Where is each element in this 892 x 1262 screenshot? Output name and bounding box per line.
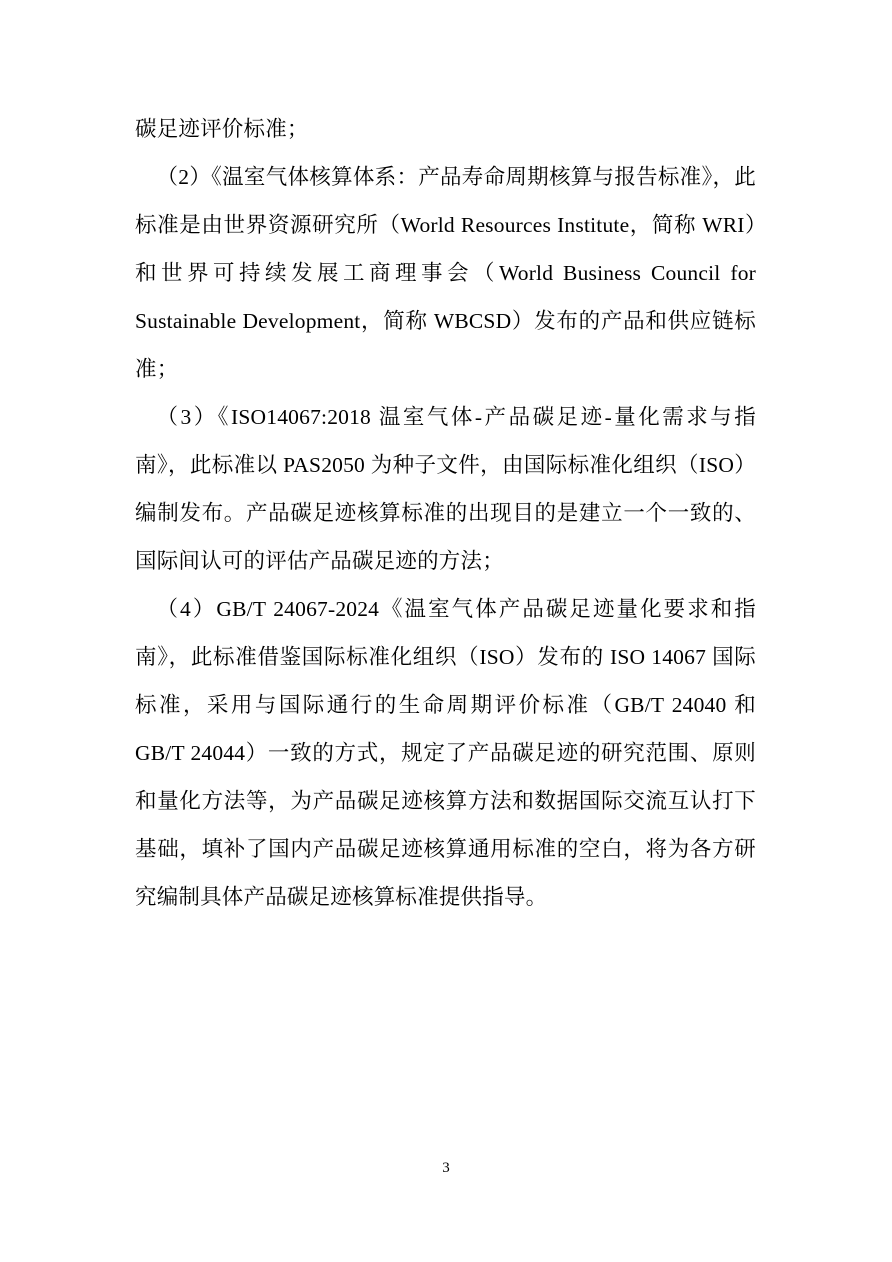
paragraph-item-4: （4）GB/T 24067-2024《温室气体产品碳足迹量化要求和指南》，此标准借鉴国际标准化组织（ISO）发布的 ISO 14067 国际标准，采用与国际通行的生命周期评价标准（GB/T 24040 和 GB/T 24044）一致的方式，规定了产品碳足迹的研究范围、原则和量化方法等，为产品碳足迹核算方法和数据国际交流互认打下基础，填补了国内产品碳足迹核算通用标准的空白，将为各方研究编制具体产品碳足迹核算标准提供指导。 [135, 597, 756, 909]
page-body-text [135, 105, 756, 921]
page-number: 3 [442, 1160, 450, 1176]
paragraph-item-2: （2）《温室气体核算体系：产品寿命周期核算与报告标准》，此标准是由世界资源研究所（World Resources Institute，简称 WRI）和世界可持续发展工商理事会（World Business Council for Sustainable Development，简称 WBCSD）发布的产品和供应链标准； [135, 165, 756, 381]
paragraph-item-3: （3）《ISO14067:2018 温室气体-产品碳足迹-量化需求与指南》，此标准以 PAS2050 为种子文件，由国际标准化组织（ISO）编制发布。产品碳足迹核算标准的出现目的是建立一个一致的、国际间认可的评估产品碳足迹的方法； [135, 405, 756, 573]
paragraph-continuation: 碳足迹评价标准； [135, 117, 309, 141]
